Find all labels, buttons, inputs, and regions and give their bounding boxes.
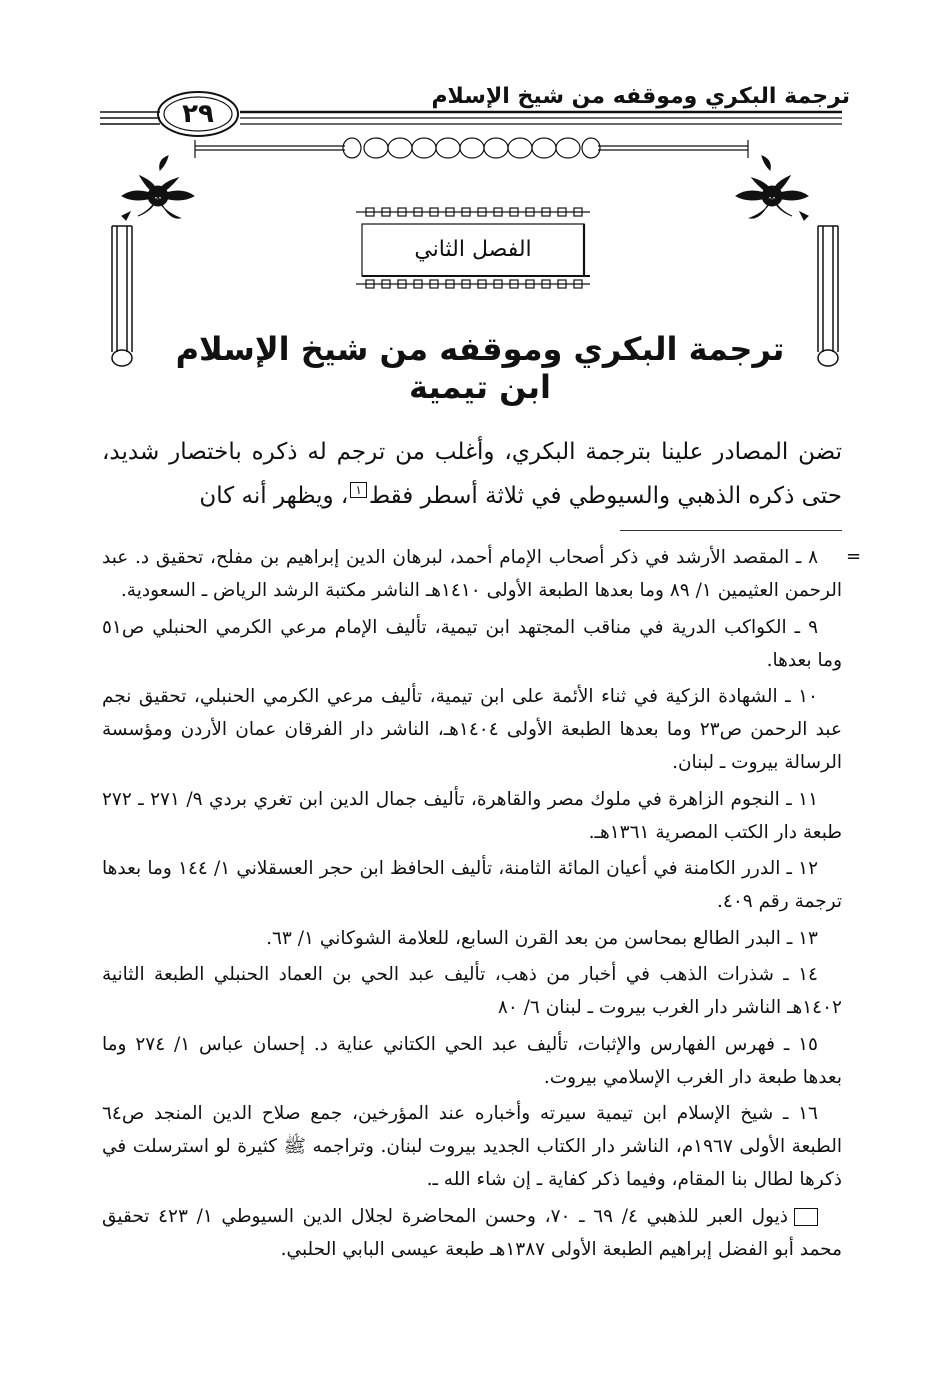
footnote-1-text: ذيول العبر للذهبي ٤/ ٦٩ ـ ٧٠، وحسن المحاضرة لجلال الدين السيوطي ١/ ٤٢٣ تحقيق محمد أبو الفضل إبراهيم الطبعة الأولى ١٣٨٧هـ طبعة عيسى البابي الحلبي. (102, 1205, 842, 1260)
footnote-item: ١١ ـ النجوم الزاهرة في ملوك مصر والقاهرة، تأليف جمال الدين ابن تغري بردي ٩/ ٢٧١ ـ ٢٧٢ طبعة دار الكتب المصرية ١٣٦١هـ. (102, 788, 842, 843)
body-text-start: تضن المصادر علينا بترجمة البكري، وأغلب من ترجم له ذكره باختصار شديد، حتى ذكره الذهبي والسيوطي في ثلاثة أسطر فقط (102, 439, 842, 509)
right-flourish-icon (736, 156, 808, 220)
footnote-reference[interactable]: ١ (350, 482, 366, 498)
footnote-continuation-mark: = (846, 546, 862, 567)
body-paragraph (102, 430, 842, 518)
chapter-title: ترجمة البكري وموقفه من شيخ الإسلام ابن تيمية (175, 330, 785, 406)
left-flourish-icon (122, 156, 194, 220)
footnote-item: ١٤ ـ شذرات الذهب في أخبار من ذهب، تأليف عبد الحي بن العماد الحنبلي الطبعة الثانية ١٤٠٢هـ الناشر دار الغرب بيروت ـ لبنان ٦/ ٨٠ (102, 964, 842, 1018)
footnote-separator (620, 530, 842, 531)
body-text-end: ، ويظهر أنه كان (199, 483, 349, 509)
chain-ornament (195, 138, 748, 158)
footnote-item: ١٦ ـ شيخ الإسلام ابن تيمية سيرته وأخباره عند المؤرخين، جمع صلاح الدين المنجد ص٦٤ الطبعة الأولى ١٩٦٧م، الناشر دار الكتاب الجديد بيروت لبنان. وتراجمه ﷺ كثيرة لو استرسلت في ذكرها لطال بنا المقام، وفيما ذكر كفاية ـ إن شاء الله ـ. (102, 1103, 843, 1190)
footnote-1 (102, 1200, 842, 1266)
footnote-item: ١٥ ـ فهرس الفهارس والإثبات، تأليف عبد الحي الكتاني عناية د. إحسان عباس ١/ ٢٧٤ وما بعدها طبعة دار الغرب الإسلامي بيروت. (102, 1033, 842, 1088)
footnote-item: ١٢ ـ الدرر الكامنة في أعيان المائة الثامنة، تأليف الحافظ ابن حجر العسقلاني ١/ ١٤٤ وما بعدها ترجمة رقم ٤٠٩. (102, 858, 842, 912)
footnote-item: ٩ ـ الكواكب الدرية في مناقب المجتهد ابن تيمية، تأليف الإمام مرعي الكرمي الحنبلي ص٥١ وما بعدها. (102, 616, 842, 671)
footnotes (102, 541, 842, 1269)
footnote-item: ١٣ ـ البدر الطالع بمحاسن من بعد القرن السابع، للعلامة الشوكاني ١/ ٦٣. (266, 927, 818, 949)
footnote-item: ١٠ ـ الشهادة الزكية في ثناء الأئمة على ابن تيمية، تأليف مرعي الكرمي الحنبلي، تحقيق نجم عبد الرحمن ص٢٣ وما بعدها الطبعة الأولى ١٤٠٤هـ، الناشر دار الفرقان عمان الأردن ومؤسسة الرسالة بيروت ـ لبنان. (102, 686, 842, 773)
chapter-label: الفصل الثاني (414, 237, 532, 262)
footnote-number-box (794, 1208, 818, 1226)
footnote-item: ٨ ـ المقصد الأرشد في ذكر أصحاب الإمام أحمد، لبرهان الدين إبراهيم بن مفلح، تحقيق د. عبد الرحمن العثيمين ١/ ٨٩ وما بعدها الطبعة الأولى ١٤١٠هـ الناشر مكتبة الرشد الرياض ـ السعودية. (102, 547, 842, 601)
running-title: ترجمة البكري وموقفه من شيخ الإسلام (431, 84, 850, 109)
page-number: ٢٩ (182, 99, 214, 129)
